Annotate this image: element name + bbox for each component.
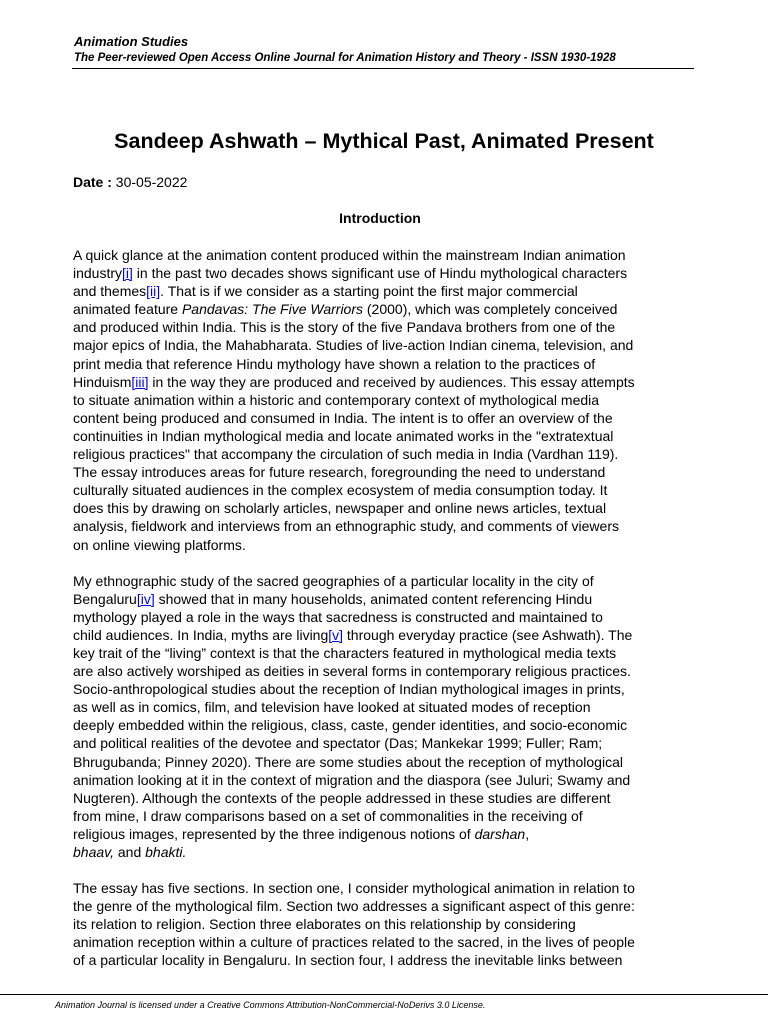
text-segment: culturally situated audiences in the complex ecosystem of media consumption today. It bbox=[73, 482, 608, 499]
text-line bbox=[73, 771, 703, 789]
text-segment: deeply embedded within the religious, class, caste, gender identities, and socio-economic bbox=[73, 717, 628, 734]
journal-name: Animation Studies bbox=[74, 34, 189, 49]
footnote-link[interactable]: [v] bbox=[328, 626, 344, 643]
footnote-link[interactable]: [ii] bbox=[146, 283, 161, 300]
text-segment: The essay has five sections. In section one, I consider mythological animation in relation to bbox=[73, 880, 635, 897]
text-line bbox=[73, 915, 703, 933]
text-line bbox=[73, 662, 703, 680]
date-label: Date : bbox=[73, 174, 112, 190]
text-line bbox=[73, 933, 703, 951]
article-body bbox=[73, 246, 703, 988]
text-line bbox=[73, 499, 703, 517]
italic-text: darshan bbox=[474, 825, 526, 842]
text-segment: , bbox=[525, 825, 530, 842]
text-segment: Bhrugubanda; Pinney 2020). There are some studies about the reception of mythological bbox=[73, 753, 623, 770]
text-segment: as well as in comics, film, and television have looked at situated modes of reception bbox=[73, 699, 591, 716]
text-segment: religious practices" that accompany the circulation of such media in India (Vardhan 119). bbox=[73, 446, 619, 463]
italic-text: Pandavas: The Five Warriors bbox=[181, 301, 363, 318]
text-segment: in the way they are produced and received by audiences. This essay attempts bbox=[148, 373, 635, 390]
text-line bbox=[73, 789, 703, 807]
text-line bbox=[73, 517, 703, 535]
text-line bbox=[73, 282, 703, 300]
text-segment: animated feature bbox=[73, 301, 182, 318]
text-segment: and bbox=[114, 844, 146, 860]
text-line bbox=[73, 246, 703, 264]
body-paragraph bbox=[73, 879, 703, 969]
text-segment: The essay introduces areas for future research, foregrounding the need to understand bbox=[73, 464, 606, 481]
text-segment: its relation to religion. Section three elaborates on this relationship by considering bbox=[73, 916, 576, 933]
text-line bbox=[73, 680, 703, 698]
text-line bbox=[73, 445, 703, 463]
text-segment: and political realities of the devotee and spectator (Das; Mankekar 1999; Fuller; Ram; bbox=[73, 735, 603, 752]
text-segment: Hinduism bbox=[73, 373, 132, 390]
text-segment: are also actively worshiped as deities in several forms in contemporary religious practices. bbox=[73, 663, 631, 680]
text-segment: from mine, I draw comparisons based on a set of commonalities in the receiving of bbox=[73, 807, 583, 824]
text-line bbox=[73, 951, 703, 969]
text-line bbox=[73, 572, 703, 590]
text-segment: of a particular locality in Bengaluru. In section four, I address the inevitable links between bbox=[73, 952, 623, 969]
date-value: 30-05-2022 bbox=[115, 174, 188, 190]
text-segment: animation looking at it in the context of migration and the diaspora (see Juluri; Swamy and bbox=[73, 771, 631, 788]
text-line bbox=[73, 481, 703, 499]
text-line bbox=[73, 879, 703, 897]
text-line bbox=[73, 698, 703, 716]
text-line bbox=[73, 300, 703, 318]
text-segment: industry bbox=[73, 265, 123, 282]
text-line bbox=[73, 536, 703, 554]
article-date bbox=[73, 173, 187, 191]
text-line bbox=[73, 626, 703, 644]
footnote-link[interactable]: [i] bbox=[122, 265, 133, 282]
text-segment: religious images, represented by the three indigenous notions of bbox=[73, 825, 475, 842]
text-line bbox=[73, 409, 703, 427]
text-line bbox=[73, 264, 703, 282]
footer-divider bbox=[0, 994, 768, 995]
journal-header bbox=[74, 34, 714, 66]
text-line bbox=[73, 336, 703, 354]
italic-text: bhakti. bbox=[145, 844, 187, 860]
text-line bbox=[73, 825, 703, 843]
text-line bbox=[73, 734, 703, 752]
text-segment: and produced within India. This is the story of the five Pandava brothers from one of the bbox=[73, 319, 616, 336]
text-segment: Socio-anthropological studies about the reception of Indian mythological images in prints, bbox=[73, 681, 625, 698]
text-segment: key trait of the “living” context is that the characters featured in mythological media texts bbox=[73, 644, 617, 661]
text-segment: through everyday practice (see Ashwath). The bbox=[343, 626, 633, 643]
body-paragraph bbox=[73, 572, 703, 862]
text-segment: animation reception within a culture of practices related to the sacred, in the lives of people bbox=[73, 934, 635, 951]
text-segment: (2000), which was completely conceived bbox=[363, 301, 618, 318]
text-line bbox=[73, 373, 703, 391]
text-line bbox=[73, 807, 703, 825]
text-segment: major epics of India, the Mahabharata. Studies of live-action Indian cinema, television, and bbox=[73, 337, 634, 354]
text-segment: Bengaluru bbox=[73, 590, 137, 607]
text-segment: print media that reference Hindu mythology have shown a relation to the practices of bbox=[73, 355, 596, 372]
text-line bbox=[73, 753, 703, 771]
text-segment: and themes bbox=[73, 283, 147, 300]
text-line bbox=[73, 590, 703, 608]
text-line bbox=[73, 608, 703, 626]
text-segment: . That is if we consider as a starting point the first major commercial bbox=[160, 283, 578, 300]
text-segment: Nugteren). Although the contexts of the people addressed in these studies are different bbox=[73, 789, 611, 806]
text-line bbox=[73, 391, 703, 409]
article-title: Sandeep Ashwath – Mythical Past, Animated Present bbox=[114, 129, 654, 153]
text-segment: mythology played a role in the ways that sacredness is constructed and maintained to bbox=[73, 608, 603, 625]
text-line bbox=[73, 427, 703, 445]
journal-subtitle: The Peer-reviewed Open Access Online Journal for Animation History and Theory - ISSN 1930-1928 bbox=[74, 52, 616, 64]
footnote-link[interactable]: [iii] bbox=[131, 373, 149, 390]
text-segment: My ethnographic study of the sacred geographies of a particular locality in the city of bbox=[73, 572, 594, 589]
text-line bbox=[73, 318, 703, 336]
text-segment: in the past two decades shows significant use of Hindu mythological characters bbox=[132, 265, 628, 282]
text-segment: to situate animation within a historic and contemporary context of mythological media bbox=[73, 391, 600, 408]
text-segment: content being produced and consumed in India. The intent is to offer an overview of the bbox=[73, 409, 613, 426]
text-line bbox=[73, 463, 703, 481]
text-segment: analysis, fieldwork and interviews from an ethnographic study, and comments of viewers bbox=[73, 518, 619, 535]
section-heading: Introduction bbox=[339, 210, 421, 226]
text-line bbox=[73, 843, 703, 861]
body-paragraph bbox=[73, 246, 703, 554]
text-segment: the genre of the mythological film. Section two addresses a significant aspect of this genre: bbox=[73, 898, 635, 915]
text-line bbox=[73, 716, 703, 734]
text-line bbox=[73, 644, 703, 662]
header-divider bbox=[72, 68, 694, 69]
text-segment: showed that in many households, animated content referencing Hindu bbox=[154, 590, 593, 607]
text-line bbox=[73, 897, 703, 915]
text-segment: A quick glance at the animation content produced within the mainstream Indian animation bbox=[73, 247, 626, 263]
text-line bbox=[73, 355, 703, 373]
italic-text: bhaav, bbox=[73, 844, 114, 860]
text-segment: child audiences. In India, myths are living bbox=[73, 626, 329, 643]
text-segment: on online viewing platforms. bbox=[73, 536, 246, 553]
footnote-link[interactable]: [iv] bbox=[136, 590, 155, 607]
text-segment: continuities in Indian mythological media and locate animated works in the "extratextual bbox=[73, 427, 614, 444]
license-footer: Animation Journal is licensed under a Creative Commons Attribution-NonCommercial-NoDerivs 3.0 License. bbox=[55, 1000, 486, 1010]
text-segment: does this by drawing on scholarly articles, newspaper and online news articles, textual bbox=[73, 500, 607, 517]
